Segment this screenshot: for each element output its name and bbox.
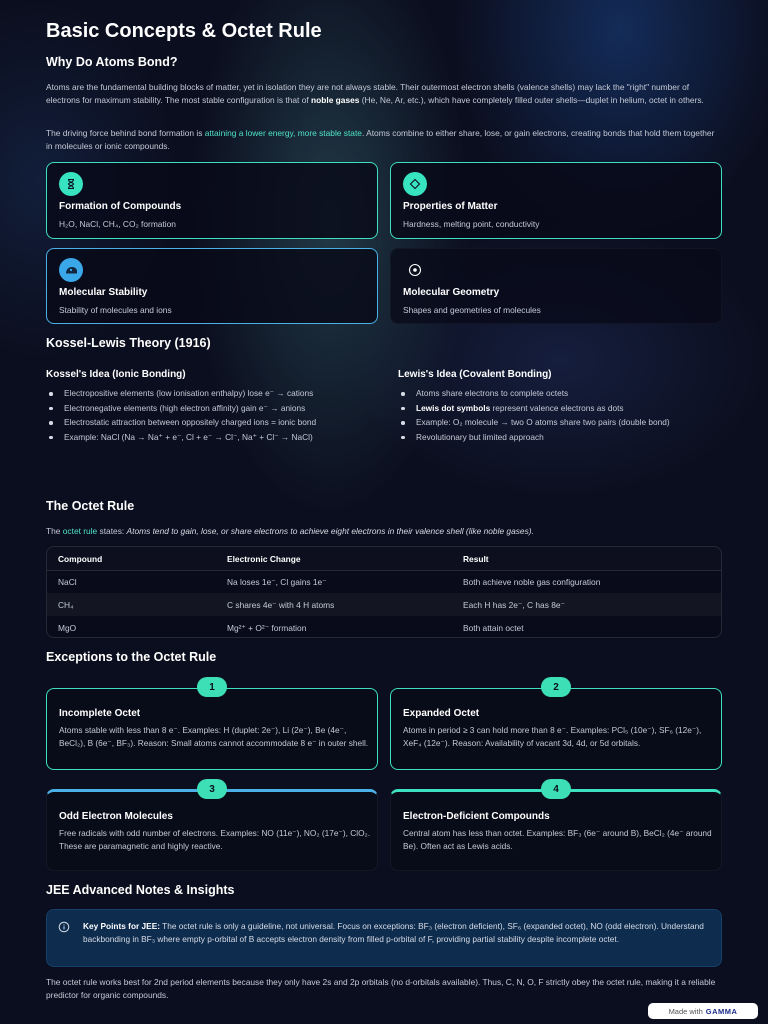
lewis-heading: Lewis's Idea (Covalent Bonding) [398, 369, 552, 380]
list-item: Atoms share electrons to complete octets [398, 387, 722, 400]
octet-heading: The Octet Rule [46, 499, 135, 513]
card-properties-of-matter [390, 162, 722, 239]
table-cell: Both achieve noble gas configuration [463, 577, 601, 587]
table-cell: MgO [58, 623, 77, 633]
list-item: Revolutionary but limited approach [398, 431, 722, 444]
table-row [47, 616, 722, 638]
card-molecular-stability [46, 248, 378, 324]
card-molecular-geometry [390, 248, 722, 324]
column-header: Result [463, 554, 489, 564]
octet-intro: The octet rule states: Atoms tend to gain, lose, or share electrons to achieve eight electrons in their valence shell (like noble gases). [46, 526, 534, 536]
eye-icon [403, 258, 427, 282]
why-heading: Why Do Atoms Bond? [46, 55, 178, 69]
card-description: H₂O, NaCl, CH₄, CO₂ formation [59, 219, 176, 229]
exception-card-incomplete-octet [46, 688, 378, 770]
table-cell: Na loses 1e⁻, Cl gains 1e⁻ [227, 577, 327, 587]
exception-description: Atoms stable with less than 8 e⁻. Examples: H (duplet: 2e⁻), Li (2e⁻), Be (4e⁻, BeCl₂), B (6e⁻, BF₃). Reason: Small atoms cannot accommodate 8 e⁻ in outer shell. [59, 725, 369, 748]
page-title: Basic Concepts & Octet Rule [46, 20, 322, 42]
why-paragraph-1: Atoms are the fundamental building blocks of matter, yet in isolation they are not always stable. Their outermost electron shells (valence shells) may lack the "right" number of electrons for maximum stability. The most stable configuration is that of noble gases (He, Ne, Ar, etc.), which have completely filled outer shells—duplet in helium, octet in others. [46, 82, 704, 105]
kossel-list [46, 387, 368, 445]
table-row [47, 593, 722, 616]
list-item: Electronegative elements (high electron affinity) gain e⁻ → anions [46, 402, 368, 415]
made-with-gamma-badge[interactable] [648, 1003, 758, 1019]
number-badge: 1 [197, 677, 227, 697]
card-title: Molecular Stability [59, 287, 148, 298]
jee-heading: JEE Advanced Notes & Insights [46, 883, 235, 897]
list-item: Lewis dot symbols represent valence electrons as dots [398, 402, 722, 415]
number-badge: 4 [541, 779, 571, 799]
card-title: Formation of Compounds [59, 201, 182, 212]
exception-description: Free radicals with odd number of electrons. Examples: NO (11e⁻), NO₂ (17e⁻), ClO₂. These are paramagnetic and highly reactive. [59, 828, 371, 851]
exception-card-odd-electron [46, 789, 378, 871]
card-title: Molecular Geometry [403, 287, 500, 298]
badge-prefix: Made with [668, 1006, 703, 1016]
column-header: Electronic Change [227, 554, 301, 564]
card-formation-of-compounds [46, 162, 378, 239]
table-cell: C shares 4e⁻ with 4 H atoms [227, 600, 335, 610]
info-icon [58, 920, 70, 938]
exception-title: Expanded Octet [403, 708, 480, 719]
list-item: Electrostatic attraction between oppositely charged ions = ionic bond [46, 416, 368, 429]
exception-description: Central atom has less than octet. Examples: BF₃ (6e⁻ around B), BeCl₂ (4e⁻ around Be). Often act as Lewis acids. [403, 828, 712, 851]
card-description: Stability of molecules and ions [59, 305, 172, 315]
kossel-lewis-heading: Kossel-Lewis Theory (1916) [46, 336, 211, 350]
closing-paragraph: The octet rule works best for 2nd period elements because they only have 2s and 2p orbitals (no d-orbitals available). Thus, C, N, O, F strictly obey the octet rule, making it a reliable predictor for organic compounds. [46, 977, 716, 1000]
kossel-heading: Kossel's Idea (Ionic Bonding) [46, 369, 186, 380]
table-cell: Both attain octet [463, 623, 524, 633]
octet-table [46, 546, 722, 638]
lewis-list [398, 387, 722, 445]
card-description: Shapes and geometries of molecules [403, 305, 541, 315]
number-badge: 3 [197, 779, 227, 799]
exception-title: Odd Electron Molecules [59, 811, 173, 822]
column-header: Compound [58, 554, 103, 564]
list-item: Electropositive elements (low ionisation enthalpy) lose e⁻ → cations [46, 387, 368, 400]
exception-title: Incomplete Octet [59, 708, 141, 719]
card-description: Hardness, melting point, conductivity [403, 219, 540, 229]
hourglass-icon [59, 172, 83, 196]
why-paragraph-2: The driving force behind bond formation is attaining a lower energy, more stable state. Atoms combine to either share, lose, or gain electrons, creating bonds that hold them together in molecules or ionic compounds. [46, 128, 715, 151]
table-cell: NaCl [58, 577, 77, 587]
card-title: Properties of Matter [403, 201, 498, 212]
table-cell: CH₄ [58, 600, 74, 610]
jee-note-box [46, 909, 722, 967]
exception-card-electron-deficient [390, 789, 722, 871]
table-cell: Each H has 2e⁻, C has 8e⁻ [463, 600, 565, 610]
stability-icon [59, 258, 83, 282]
exception-title: Electron-Deficient Compounds [403, 811, 550, 822]
exception-card-expanded-octet [390, 688, 722, 770]
exception-description: Atoms in period ≥ 3 can hold more than 8 e⁻. Examples: PCl₅ (10e⁻), SF₆ (12e⁻), XeF₄ (12e⁻). Reason: Availability of vacant 3d, 4d, or 5d orbitals. [403, 725, 702, 748]
number-badge: 2 [541, 677, 571, 697]
jee-note-text: Key Points for JEE: The octet rule is only a guideline, not universal. Focus on exceptions: BF₃ (electron deficient), SF₆ (expanded octet), NO (odd electron). Understand backbonding in BF₃ where empty p-orbital of B accepts electron density from filled p-orbital of F, providing partial stability despite incomplete octet. [83, 921, 704, 944]
diamond-icon [403, 172, 427, 196]
badge-brand: GAMMA [705, 1006, 738, 1016]
table-row [47, 570, 722, 593]
exceptions-heading: Exceptions to the Octet Rule [46, 650, 217, 664]
list-item: Example: O₂ molecule → two O atoms share two pairs (double bond) [398, 416, 722, 429]
table-header-row [47, 547, 722, 571]
list-item: Example: NaCl (Na → Na⁺ + e⁻, Cl + e⁻ → Cl⁻, Na⁺ + Cl⁻ → NaCl) [46, 431, 368, 444]
table-cell: Mg²⁺ + O²⁻ formation [227, 623, 307, 633]
